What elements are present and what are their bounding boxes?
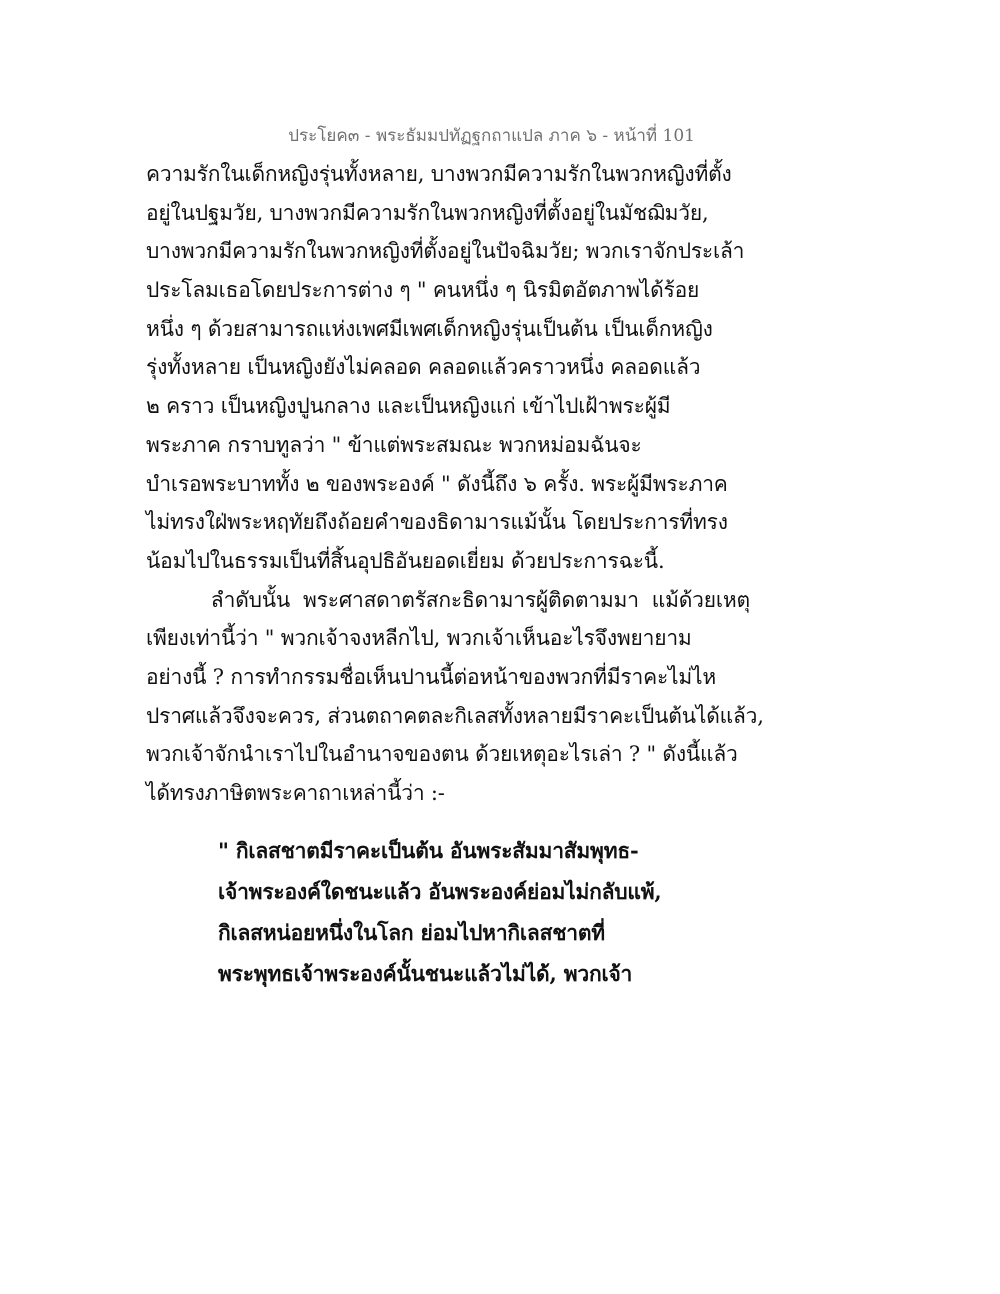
body-line: ปราศแล้วจึงจะควร, ส่วนตถาคตละกิเลสทั้งหลายมีราคะเป็นต้นได้แล้ว, [146,703,764,728]
body-line: ความรักในเด็กหญิงรุ่นทั้งหลาย, บางพวกมีความรักในพวกหญิงที่ตั้ง [146,162,732,186]
body-line: หนึ่ง ๆ ด้วยสามารถแห่งเพศมีเพศเด็กหญิงรุ่นเป็นต้น เป็นเด็กหญิง [146,316,713,341]
verse-line: " กิเลสชาตมีราคะเป็นต้น อันพระสัมมาสัมพุทธ- [218,838,639,863]
body-line: พวกเจ้าจักนำเราไปในอำนาจของตน ด้วยเหตุอะไรเล่า ? " ดังนี้แล้ว [146,742,738,767]
body-line: อยู่ในปฐมวัย, บางพวกมีความรักในพวกหญิงที่ตั้งอยู่ในมัชฌิมวัย, [146,200,709,225]
body-line: น้อมไปในธรรมเป็นที่สิ้นอุปธิอันยอดเยี่ยม ด้วยประการฉะนี้. [146,548,665,573]
body-line: อย่างนี้ ? การทำกรรมชื่อเห็นปานนี้ต่อหน้าของพวกที่มีราคะไม่ไห [146,664,717,689]
running-header: ประโยค๓ - พระธัมมปทัฏฐกถาแปล ภาค ๖ - หน้าที่ 101 [288,126,695,146]
body-line: เพียงเท่านี้ว่า " พวกเจ้าจงหลีกไป, พวกเจ้าเห็นอะไรจึงพยายาม [146,626,692,651]
body-line: ลำดับนั้น พระศาสดาตรัสกะธิดามารผู้ติดตามมา แม้ด้วยเหตุ [146,587,750,612]
verse-block [218,830,718,994]
body-line: ประโลมเธอโดยประการต่าง ๆ " คนหนึ่ง ๆ นิรมิตอัตภาพได้ร้อย [146,278,700,303]
body-text [146,155,764,813]
verse-line: พระพุทธเจ้าพระองค์นั้นชนะแล้วไม่ได้, พวกเจ้า [218,961,633,986]
body-line: ๒ คราว เป็นหญิงปูนกลาง และเป็นหญิงแก่ เข้าไปเฝ้าพระผู้มี [146,394,671,419]
body-line: บางพวกมีความรักในพวกหญิงที่ตั้งอยู่ในปัจฉิมวัย; พวกเราจักประเล้า [146,239,745,264]
verse-line: เจ้าพระองค์ใดชนะแล้ว อันพระองค์ย่อมไม่กลับแพ้, [218,879,662,904]
body-line: ได้ทรงภาษิตพระคาถาเหล่านี้ว่า :- [146,781,445,805]
body-line: รุ่งทั้งหลาย เป็นหญิงยังไม่คลอด คลอดแล้วคราวหนึ่ง คลอดแล้ว [146,355,701,380]
body-line: ไม่ทรงใฝ่พระหฤทัยถึงถ้อยคำของธิดามารแม้นั้น โดยประการที่ทรง [146,510,728,535]
body-line: พระภาค กราบทูลว่า " ข้าแต่พระสมณะ พวกหม่อมฉันจะ [146,432,642,457]
body-line: บำเรอพระบาททั้ง ๒ ของพระองค์ " ดังนี้ถึง ๖ ครั้ง. พระผู้มีพระภาค [146,471,728,496]
verse-line: กิเลสหน่อยหนึ่งในโลก ย่อมไปหากิเลสชาตที่ [218,920,605,945]
